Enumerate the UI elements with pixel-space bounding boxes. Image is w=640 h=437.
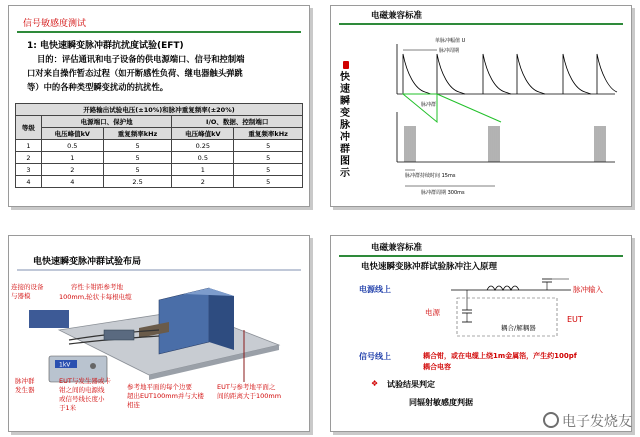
cell: 5 (234, 164, 303, 176)
cell: 5 (234, 140, 303, 152)
slide-injection-principle[interactable] (330, 235, 632, 432)
signal-line-text1: 耦合钳，或在电缆上绕1m金属箔，产生约100pf (423, 352, 577, 360)
slide1-header: 信号敏感度测试 (23, 19, 87, 29)
note-eut-line3: 或信号线长度小 (59, 395, 105, 403)
cell: 4 (16, 176, 42, 188)
note-dist-line2: 间的距离大于100mm (217, 392, 282, 400)
test-setup-illustration (9, 270, 309, 430)
label-signal-line: 信号线上 (359, 352, 391, 361)
cell: 2 (41, 164, 103, 176)
note-aux-line2: 与器模 (11, 292, 31, 300)
slide1-header-rule (17, 31, 301, 33)
slide2-vertical-title: 快速瞬变脉冲群图示 (340, 72, 350, 179)
note-ref-line2: 超出EUT100mm并与大楼 (127, 392, 204, 400)
cell: 1 (172, 164, 234, 176)
burst-waveform-diagram (391, 34, 621, 202)
eut-cabinet-side (209, 288, 234, 350)
slide1-purpose-line3: 等）中的各种类型瞬变扰动的抗扰性。 (27, 82, 169, 92)
cell: 0.5 (41, 140, 103, 152)
label-group-text: 脉冲群 (421, 102, 437, 108)
slide2-header-rule (339, 23, 623, 25)
zoom-guide-left (403, 94, 437, 122)
cell: 4 (41, 176, 103, 188)
col-frequency-signal: 重复频率kHz (234, 128, 303, 140)
note-generator-line2: 发生器 (15, 386, 35, 394)
cell: 5 (234, 152, 303, 164)
inductor (487, 286, 519, 290)
note-eut-line4: 于1米 (59, 404, 77, 412)
burst-group-2 (489, 126, 499, 162)
note-eut-line1: EUT与发生器或卡 (59, 377, 111, 385)
slide-burst-waveform[interactable] (330, 5, 632, 207)
cell: 0.5 (172, 152, 234, 164)
aux-equipment (29, 310, 69, 328)
generator-display-text: 1kV (59, 361, 71, 369)
col-frequency-power: 重复频率kHz (103, 128, 172, 140)
cell: 5 (103, 164, 172, 176)
table-row (16, 152, 303, 164)
watermark-logo-icon (543, 412, 559, 428)
label-interval-text: 脉冲群周期 300ms (421, 190, 465, 196)
note-ref-line1: 参考地平面的每个边要 (127, 383, 192, 391)
top-pulse-train (403, 54, 617, 94)
label-pulse-input: 脉冲输入 (573, 285, 603, 294)
note-eut-line2: 钳之间的电源线 (59, 386, 105, 394)
burst-group-3 (595, 126, 605, 162)
slide4-title: 电快速瞬变脉冲群试验脉冲注入原理 (361, 262, 498, 272)
slide1-title: 1: 电快速瞬变脉冲群抗扰度试验(EFT) (27, 41, 184, 51)
slide1-purpose-line1: 目的：评估通讯和电子设备的供电源端口、信号和控制端 (37, 54, 245, 64)
zoom-guide-right (437, 94, 501, 122)
cell: 1 (16, 140, 42, 152)
cell: 2.5 (103, 176, 172, 188)
generator-knob (90, 363, 96, 369)
eft-test-level-table (15, 103, 303, 188)
note-coupling-line2: 100mm,轮状卡每根电缆 (59, 293, 132, 301)
coupling-clamp (104, 330, 134, 340)
cell: 5 (234, 176, 303, 188)
result-title: 试验结果判定 (387, 380, 435, 389)
coupling-circuit-diagram (451, 276, 571, 338)
col-level: 等级 (16, 116, 42, 140)
diamond-bullet-icon: ❖ (371, 379, 379, 388)
note-ref-line3: 相连 (127, 401, 140, 409)
coupler-label: 耦合/解耦器 (501, 324, 536, 332)
label-eut: EUT (567, 315, 583, 324)
label-power-line: 电源线上 (359, 285, 391, 294)
cell: 5 (103, 140, 172, 152)
cell: 1 (41, 152, 103, 164)
slide-eft-intro[interactable] (8, 5, 310, 207)
slide1-purpose-line2: 口对来自操作暂态过程（如开断感性负荷、继电器触头弹跳 (27, 68, 243, 78)
table-row (16, 164, 303, 176)
slide4-header: 电磁兼容标准 (371, 243, 423, 253)
slide2-header: 电磁兼容标准 (371, 11, 423, 21)
cell: 5 (103, 152, 172, 164)
col-voltage-signal: 电压峰值kV (172, 128, 234, 140)
result-subtitle: 同辐射敏感度判据 (409, 398, 473, 407)
cell: 2 (16, 152, 42, 164)
eut-cabinet-front (159, 288, 209, 354)
table-row (16, 140, 303, 152)
note-aux-line1: 连接的设备 (11, 283, 44, 291)
col-voltage-power: 电压峰值kV (41, 128, 103, 140)
label-source: 电源 (425, 308, 440, 317)
watermark-text: 电子发烧友 (562, 414, 632, 430)
site-watermark (543, 411, 632, 431)
cell: 2 (172, 176, 234, 188)
slide2-logo-icon (343, 61, 349, 69)
burst-group-1 (405, 126, 415, 162)
label-period-text: 脉冲周期 (439, 48, 460, 54)
cell: 3 (16, 164, 42, 176)
note-dist-line1: EUT与参考地平面之 (217, 383, 276, 391)
note-generator-line1: 脉冲群 (15, 377, 35, 385)
group-signal-port: I/O、数据、控制端口 (172, 116, 303, 128)
cell: 0.25 (172, 140, 234, 152)
signal-line-text2: 耦合电容 (423, 363, 451, 371)
group-power-port: 电源端口、保护地 (41, 116, 172, 128)
slide4-header-rule (339, 255, 623, 257)
label-duration-text: 脉冲群持续时间 15ms (405, 173, 456, 179)
slide3-title: 电快速瞬变脉冲群试验布局 (33, 257, 142, 267)
slide-test-layout[interactable] (8, 235, 310, 432)
label-single-text: 单脉冲幅值 U (435, 38, 466, 44)
note-coupling-line1: 容性卡钳距参考地 (71, 283, 123, 291)
table-row (16, 176, 303, 188)
table-caption: 开路输出试验电压(±10%)和脉冲重复频率(±20%) (16, 104, 303, 116)
